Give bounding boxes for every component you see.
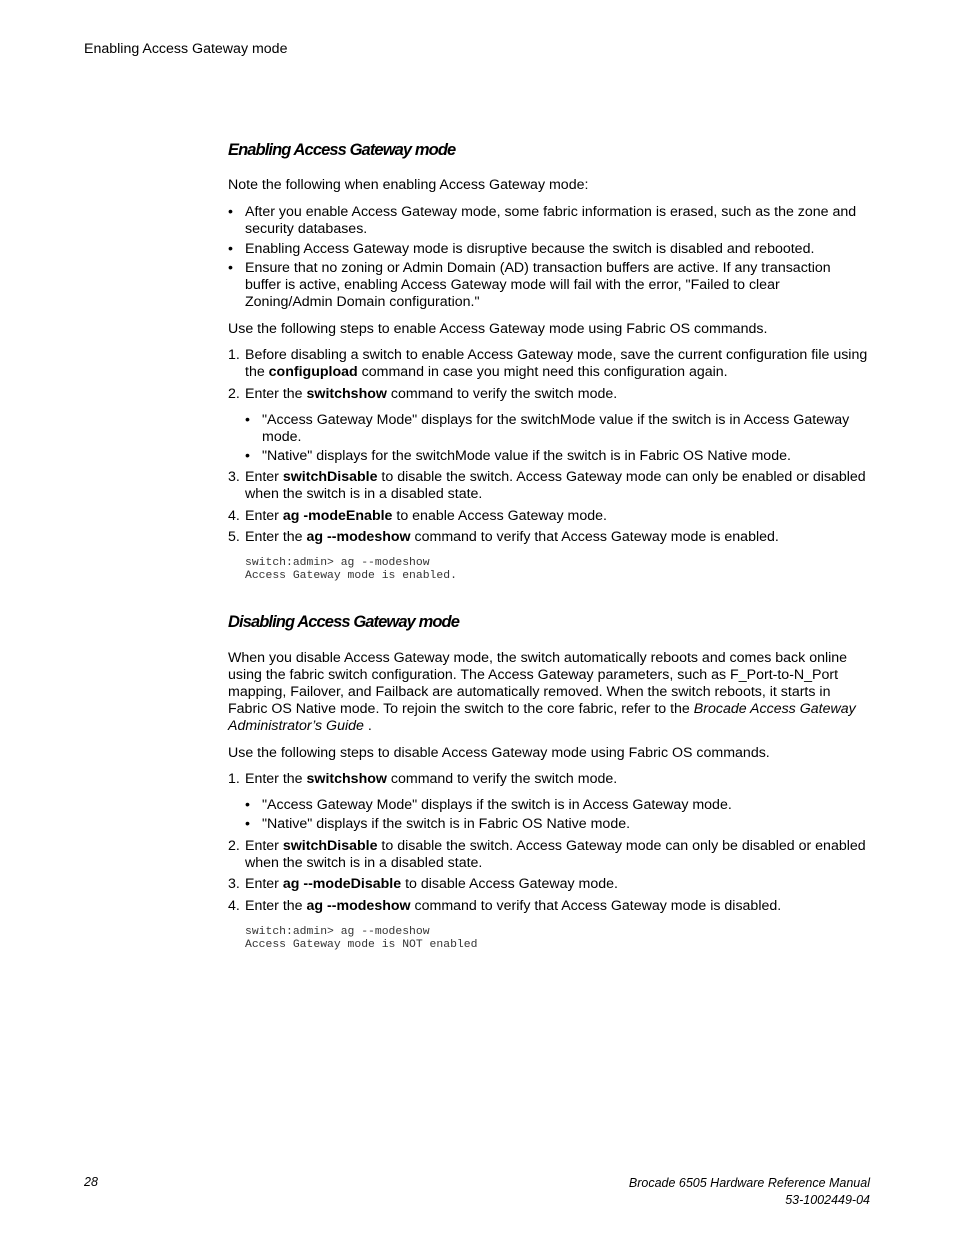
step-item: 4. Enter ag -modeEnable to enable Access Gateway mode. — [228, 508, 607, 524]
step-item: 5. Enter the ag --modeshow command to verify that Access Gateway mode is enabled. — [228, 529, 779, 545]
step-item: 1. Before disabling a switch to enable Access Gateway mode, save the current configuration file using the configupload command in case you might need this configuration again. — [228, 347, 868, 380]
code-block: switch:admin> ag --modeshow Access Gateway mode is NOT enabled — [245, 926, 478, 951]
manual-title: Brocade 6505 Hardware Reference Manual — [628, 1176, 870, 1190]
command-name: ag -modeEnable — [282, 508, 393, 524]
step-item: 3. Enter switchDisable to disable the switch. Access Gateway mode can only be enabled or disabled when the switch is in a disabled state. — [228, 469, 866, 502]
list-item: • "Native" displays if the switch is in Fabric OS Native mode. — [245, 816, 631, 832]
command-name: ag --modeshow — [306, 529, 411, 545]
list-item: • "Native" displays for the switchMode value if the switch is in Fabric OS Native mode. — [245, 448, 791, 464]
command-name: ag --modeDisable — [282, 876, 402, 892]
step-item: 1. Enter the switchshow command to verify the switch mode. — [228, 771, 618, 787]
intro-paragraph: Note the following when enabling Access Gateway mode: — [228, 177, 589, 193]
bullet-icon: • — [228, 260, 233, 276]
list-item: • After you enable Access Gateway mode, some fabric information is erased, such as the zone and security databases. — [228, 204, 857, 237]
steps-intro: Use the following steps to enable Access Gateway mode using Fabric OS commands. — [228, 321, 768, 337]
bullet-icon: • — [228, 241, 233, 257]
step-item: 2. Enter switchDisable to disable the switch. Access Gateway mode can only be disabled or enabled when the switch is in a disabled state. — [228, 838, 866, 871]
bullet-icon: • — [245, 412, 250, 428]
command-name: configupload — [268, 364, 358, 380]
command-name: switchDisable — [282, 469, 378, 485]
bullet-icon: • — [245, 448, 250, 464]
command-name: switchshow — [306, 771, 387, 787]
bullet-icon: • — [245, 816, 250, 832]
command-name: ag --modeshow — [306, 898, 411, 914]
page-number: 28 — [84, 1175, 98, 1189]
footer-doc-info — [629, 1175, 870, 1208]
intro-paragraph: When you disable Access Gateway mode, the switch automatically reboots and comes back online using the fabric switch configuration. The Access Gateway parameters, such as F_Port-to-N_Port mapping, Failover, and Failback are automatically removed. When the switch reboots, it starts in Fabric OS Native mode. To rejoin the switch to the core fabric, refer to the Brocade Access Gateway Administrator’s Guide . — [228, 650, 856, 734]
section-heading-disabling: Disabling Access Gateway mode — [228, 613, 459, 631]
running-header: Enabling Access Gateway mode — [84, 41, 288, 57]
step-item: 3. Enter ag --modeDisable to disable Access Gateway mode. — [228, 876, 618, 892]
code-block: switch:admin> ag --modeshow Access Gateway mode is enabled. — [245, 557, 457, 582]
step-item: 2. Enter the switchshow command to verify the switch mode. — [228, 386, 618, 402]
list-item: • Ensure that no zoning or Admin Domain (AD) transaction buffers are active. If any transaction buffer is active, enabling Access Gateway mode will fail with the error, "Failed to clear Zoning/Admin Domain configuration." — [228, 260, 831, 310]
document-number: 53-1002449-04 — [785, 1192, 870, 1207]
list-item: • "Access Gateway Mode" displays if the switch is in Access Gateway mode. — [245, 797, 732, 813]
section-heading-enabling: Enabling Access Gateway mode — [228, 141, 456, 159]
bullet-icon: • — [228, 204, 233, 220]
command-name: switchshow — [306, 386, 387, 402]
document-reference: Brocade Access Gateway Administrator’s Guide — [228, 701, 856, 734]
list-item: • Enabling Access Gateway mode is disruptive because the switch is disabled and rebooted. — [228, 241, 815, 257]
steps-intro: Use the following steps to disable Access Gateway mode using Fabric OS commands. — [228, 745, 770, 761]
list-item: • "Access Gateway Mode" displays for the switchMode value if the switch is in Access Gateway mode. — [245, 412, 850, 445]
step-item: 4. Enter the ag --modeshow command to verify that Access Gateway mode is disabled. — [228, 898, 782, 914]
command-name: switchDisable — [282, 838, 378, 854]
bullet-icon: • — [245, 797, 250, 813]
